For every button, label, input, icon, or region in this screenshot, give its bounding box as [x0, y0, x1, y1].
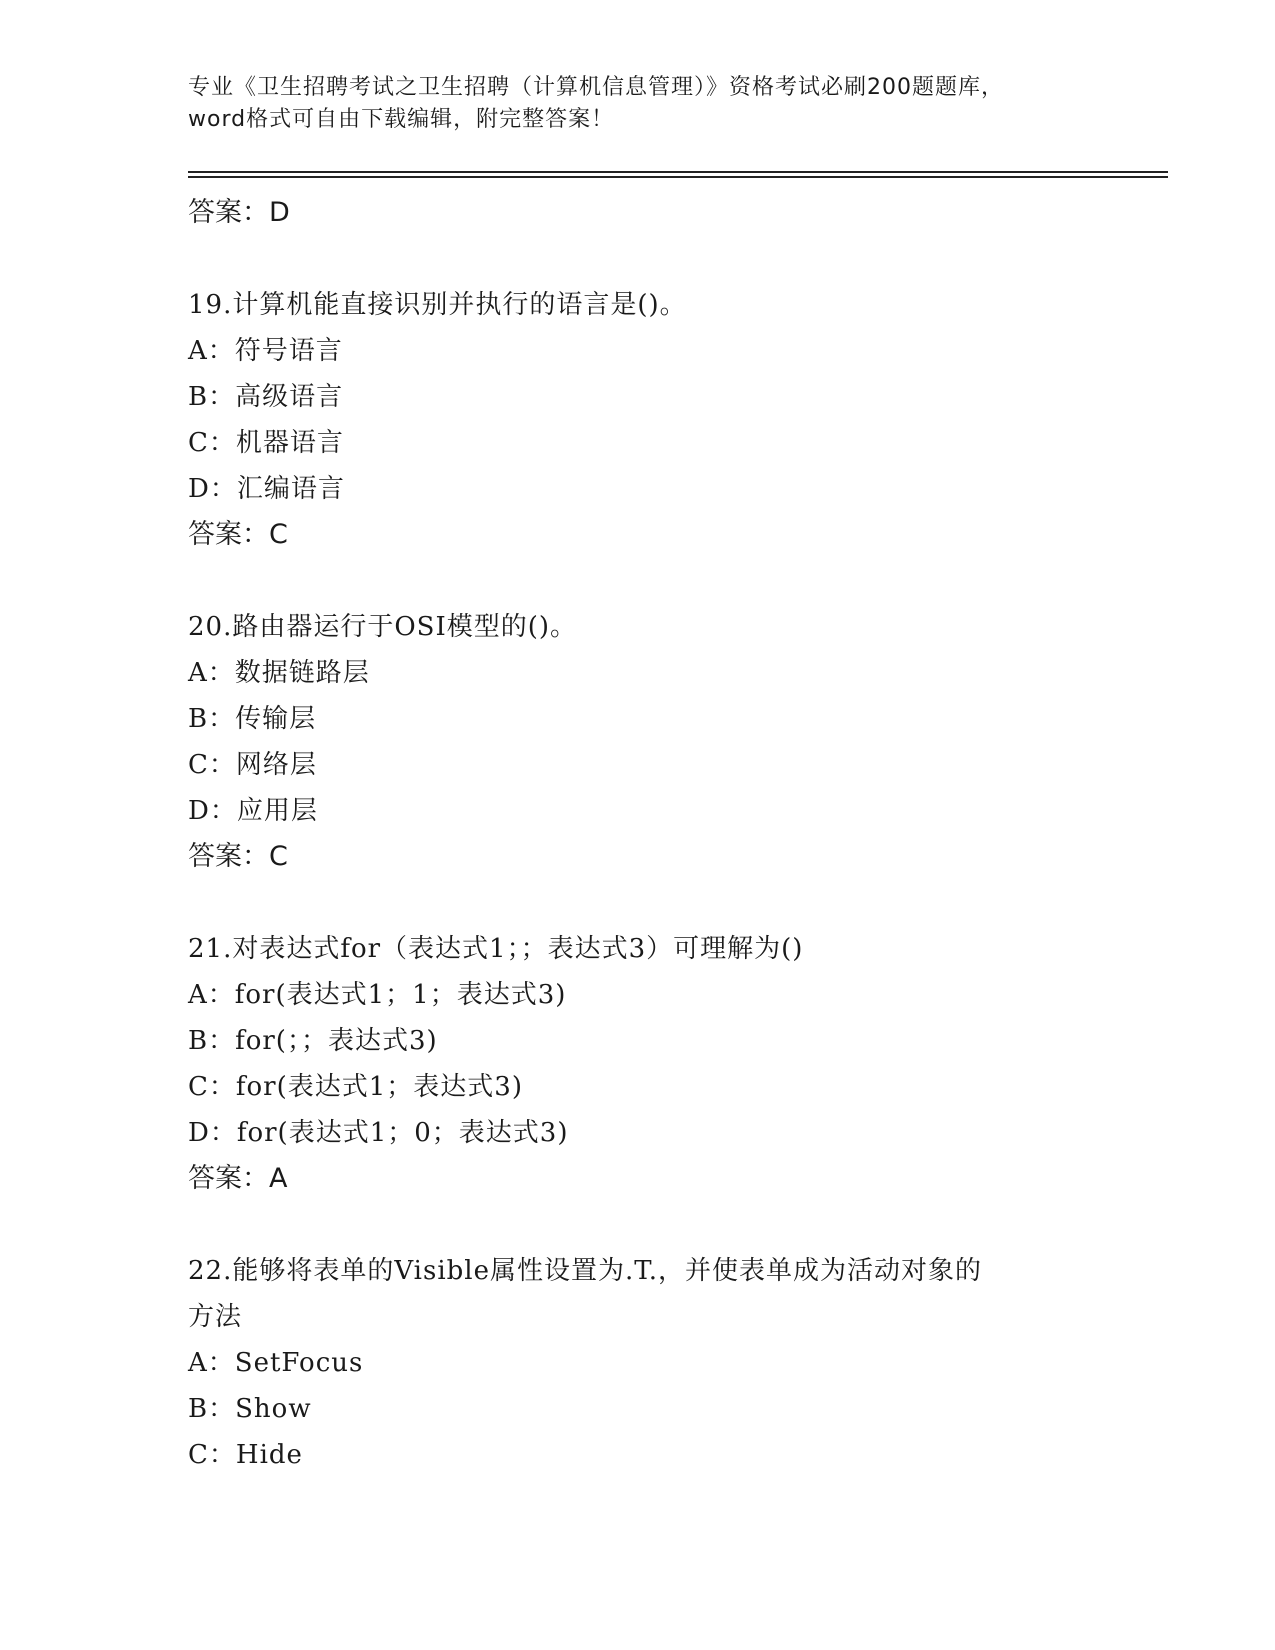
answer-line: 答案：A — [188, 1163, 288, 1194]
spacer — [188, 1202, 1088, 1248]
spacer — [188, 558, 1088, 604]
question-21 — [188, 926, 1088, 1202]
question-20 — [188, 604, 1088, 880]
question-text: 20.路由器运行于OSI模型的()。 — [188, 612, 578, 642]
option-c: C：网络层 — [188, 750, 317, 780]
option-b: B：for(；；表达式3) — [188, 1026, 438, 1056]
answer-line: 答案：C — [188, 519, 288, 550]
spacer — [188, 880, 1088, 926]
question-text-line-1: 22.能够将表单的Visible属性设置为.T.，并使表单成为活动对象的 — [188, 1256, 983, 1286]
spacer — [188, 236, 1088, 282]
option-b: B：高级语言 — [188, 382, 344, 412]
option-c: C：Hide — [188, 1440, 303, 1470]
header-line-1: 专业《卫生招聘考试之卫生招聘（计算机信息管理）》资格考试必刷200题题库， — [188, 75, 1004, 100]
option-a: A：for(表达式1；1；表达式3) — [188, 980, 567, 1010]
option-d: D：应用层 — [188, 796, 318, 826]
option-b: B：传输层 — [188, 704, 317, 734]
option-c: C：for(表达式1；表达式3) — [188, 1072, 523, 1102]
question-list — [188, 190, 1088, 1478]
question-text-line-2: 方法 — [188, 1302, 243, 1332]
question-text: 19.计算机能直接识别并执行的语言是()。 — [188, 290, 687, 320]
header-rule-top — [188, 171, 1168, 173]
option-c: C：机器语言 — [188, 428, 344, 458]
option-a: A：符号语言 — [188, 336, 343, 366]
option-d: D：汇编语言 — [188, 474, 345, 504]
question-22 — [188, 1248, 1088, 1478]
option-b: B：Show — [188, 1394, 312, 1424]
question-text: 21.对表达式for（表达式1；；表达式3）可理解为() — [188, 934, 804, 964]
option-d: D：for(表达式1；0；表达式3) — [188, 1118, 569, 1148]
answer-line: 答案：C — [188, 841, 288, 872]
header-rule-bottom — [188, 176, 1168, 178]
document-header — [188, 72, 1088, 136]
answer-line: 答案：D — [188, 197, 290, 228]
option-a: A：SetFocus — [188, 1348, 364, 1378]
option-a: A：数据链路层 — [188, 658, 370, 688]
header-line-2: word格式可自由下载编辑，附完整答案！ — [188, 107, 615, 132]
question-19 — [188, 282, 1088, 558]
